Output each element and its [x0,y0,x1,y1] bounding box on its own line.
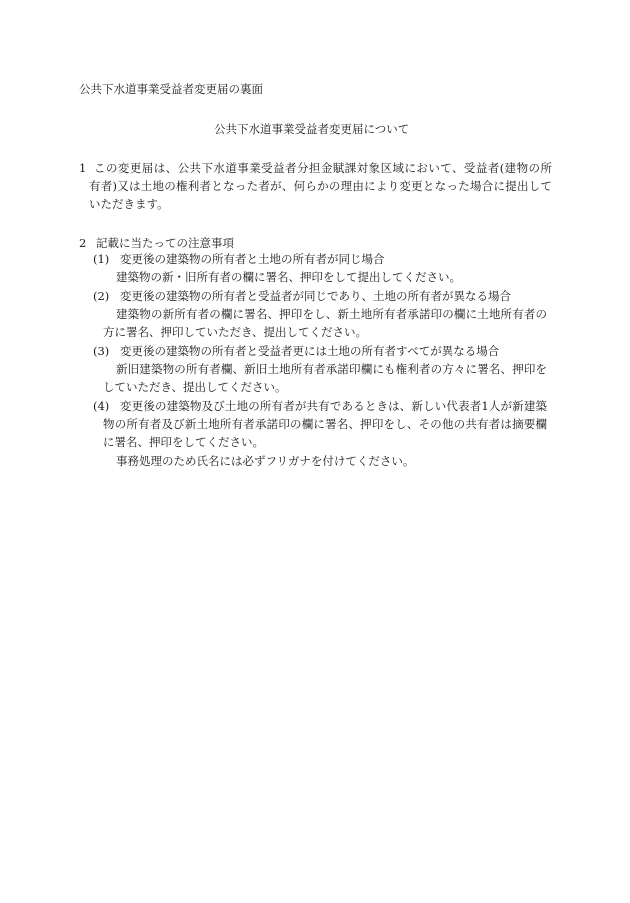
page-header: 公共下水道事業受益者変更届の裏面 [79,82,263,96]
item-2-line-2: 方に署名、押印していただき、提出してください。 [103,325,368,339]
item-3-line-1: 新旧建築物の所有者欄、新旧土地所有者承諾印欄にも権利者の方々に署名、押印を [116,362,547,376]
section-2-number: 2 [79,236,87,250]
section-1-line-1: この変更届は、公共下水道事業受益者分担金賦課対象区域において、受益者(建物の所 [94,161,552,175]
item-4-line-1: 物の所有者及び新土地所有者承諾印の欄に署名、押印をし、その他の共有者は摘要欄 [103,417,547,431]
item-1-number: (1) [93,252,110,266]
item-3-heading: 変更後の建築物の所有者と受益者更には土地の所有者すべてが異なる場合 [120,344,500,358]
item-4-line-2: に署名、押印をしてください。 [103,435,264,449]
item-1-line-1: 建築物の新・旧所有者の欄に署名、押印をして提出してください。 [116,270,461,284]
item-2-number: (2) [93,289,110,303]
item-4-heading: 変更後の建築物及び土地の所有者が共有であるときは、新しい代表者1人が新建築 [120,399,547,413]
item-3-line-2: していただき、提出してください。 [103,380,287,394]
document-title: 公共下水道事業受益者変更届について [214,122,410,136]
section-1-line-2: 有者)又は土地の権利者となった者が、何らかの理由により変更となった場合に提出して [89,179,552,193]
section-1-line-3: いただきます。 [89,197,169,211]
item-1-heading: 変更後の建築物の所有者と土地の所有者が同じ場合 [120,252,385,266]
item-2-heading: 変更後の建築物の所有者と受益者が同じであり、土地の所有者が異なる場合 [120,289,511,303]
item-3-number: (3) [93,344,110,358]
item-4-number: (4) [93,399,110,413]
item-2-line-1: 建築物の新所有者の欄に署名、押印をし、新土地所有者承諾印の欄に土地所有者の [116,307,547,321]
item-4-line-3: 事務処理のため氏名には必ずフリガナを付けてください。 [116,454,415,468]
section-1-number: 1 [79,161,87,175]
section-2-heading: 記載に当たっての注意事項 [96,236,234,250]
